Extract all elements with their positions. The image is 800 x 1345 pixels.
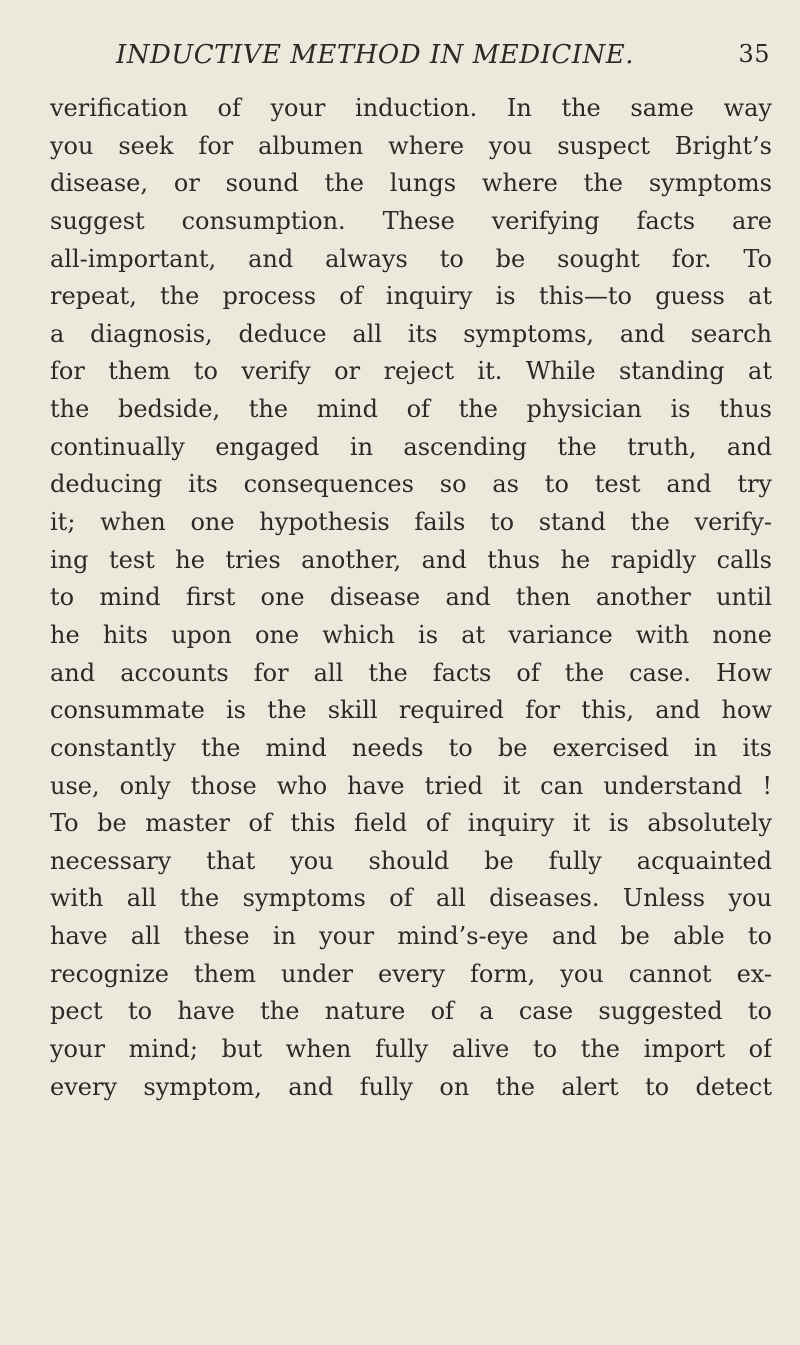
text-line: pect to have the nature of a case suggested to [50,997,772,1026]
text-line: for them to verify or reject it. While standing at [50,357,772,386]
text-line: the bedside, the mind of the physician is thus [50,395,772,424]
text-line: consummate is the skill required for this, and how [50,696,772,725]
text-line: necessary that you should be fully acquainted [50,846,772,875]
page-number: 35 [738,40,770,68]
text-line: use, only those who have tried it can understand ! [50,771,772,800]
text-line: repeat, the process of inquiry is this—to guess at [50,282,772,311]
text-line: with all the symptoms of all diseases. Unless you [50,884,772,913]
text-line: To be master of this field of inquiry it is absolutely [50,809,772,838]
text-line: a diagnosis, deduce all its symptoms, and search [50,319,772,348]
text-line: suggest consumption. These verifying facts are [50,206,772,235]
body-text [50,90,772,1106]
running-head [116,40,770,80]
text-line: deducing its consequences so as to test and try [50,470,772,499]
text-line: ing test he tries another, and thus he rapidly calls [50,545,772,574]
text-line: your mind; but when fully alive to the import of [50,1035,772,1064]
text-line: all-important, and always to be sought for. To [50,244,772,273]
text-line: recognize them under every form, you cannot ex- [50,959,772,988]
text-line: you seek for albumen where you suspect Bright’s [50,131,772,160]
running-title: INDUCTIVE METHOD IN MEDICINE. [116,40,635,70]
text-line: he hits upon one which is at variance with none [50,620,772,649]
text-line: continually engaged in ascending the truth, and [50,432,772,461]
text-line: disease, or sound the lungs where the symptoms [50,169,772,198]
text-line: constantly the mind needs to be exercised in its [50,733,772,762]
text-line: verification of your induction. In the same way [50,94,772,122]
text-line: and accounts for all the facts of the case. How [50,658,772,687]
text-line: it; when one hypothesis fails to stand the verify- [50,508,772,537]
text-line: have all these in your mind’s-eye and be able to [50,922,772,951]
text-line: to mind first one disease and then another until [50,583,772,612]
text-line: every symptom, and fully on the alert to detect [50,1072,772,1101]
